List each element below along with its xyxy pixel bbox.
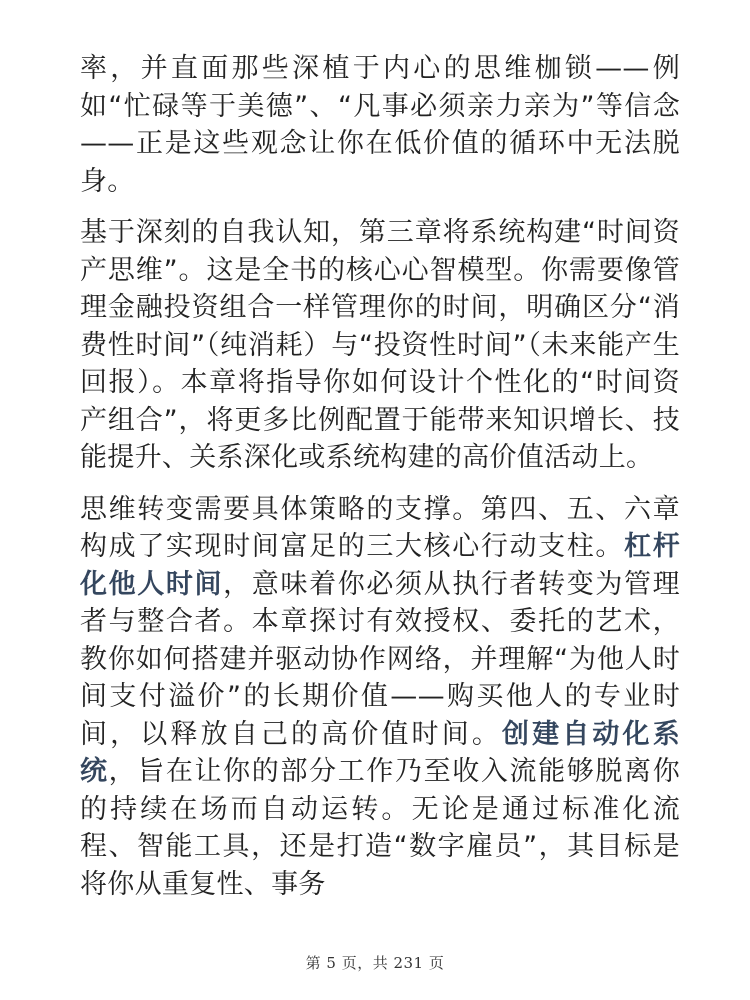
paragraph-text: 基于深刻的自我认知，第三章将系统构建“时间资产思维”。这是全书的核心心智模型。你需要像管理金融投资组合一样管理你的时间，明确区分“消费性时间”（纯消耗）与“投资性时间”（未来能产生回报）。本章将指导你如何设计个性化的“时间资产组合”，将更多比例配置于能带来知识增长、技能提升、关系深化或系统构建的高价值活动上。 (80, 217, 680, 473)
document-body (80, 50, 680, 917)
paragraph-text: ，旨在让你的部分工作乃至收入流能够脱离你的持续在场而自动运转。无论是通过标准化流程、智能工具，还是打造“数字雇员”，其目标是将你从重复性、事务 (80, 756, 680, 900)
paragraph (80, 214, 680, 477)
paragraph (80, 491, 680, 904)
paragraph (80, 50, 680, 200)
emphasized-phrase: 杠杆化他人时间 (80, 531, 680, 600)
paragraph-text: 率，并直面那些深植于内心的思维枷锁——例如“忙碌等于美德”、“凡事必须亲力亲为”等信念——正是这些观念让你在低价值的循环中无法脱身。 (80, 53, 680, 197)
paragraph-text: ，意味着你必须从执行者转变为管理者与整合者。本章探讨有效授权、委托的艺术，教你如何搭建并驱动协作网络，并理解“为他人时间支付溢价”的长期价值——购买他人的专业时间，以释放自己的高价值时间。 (80, 568, 680, 750)
emphasized-phrase: 创建自动化系统 (80, 718, 680, 787)
page-number-footer: 第 5 页，共 231 页 (305, 954, 445, 972)
paragraph-text: 思维转变需要具体策略的支撑。第四、五、六章构成了实现时间富足的三大核心行动支柱。 (80, 493, 680, 562)
